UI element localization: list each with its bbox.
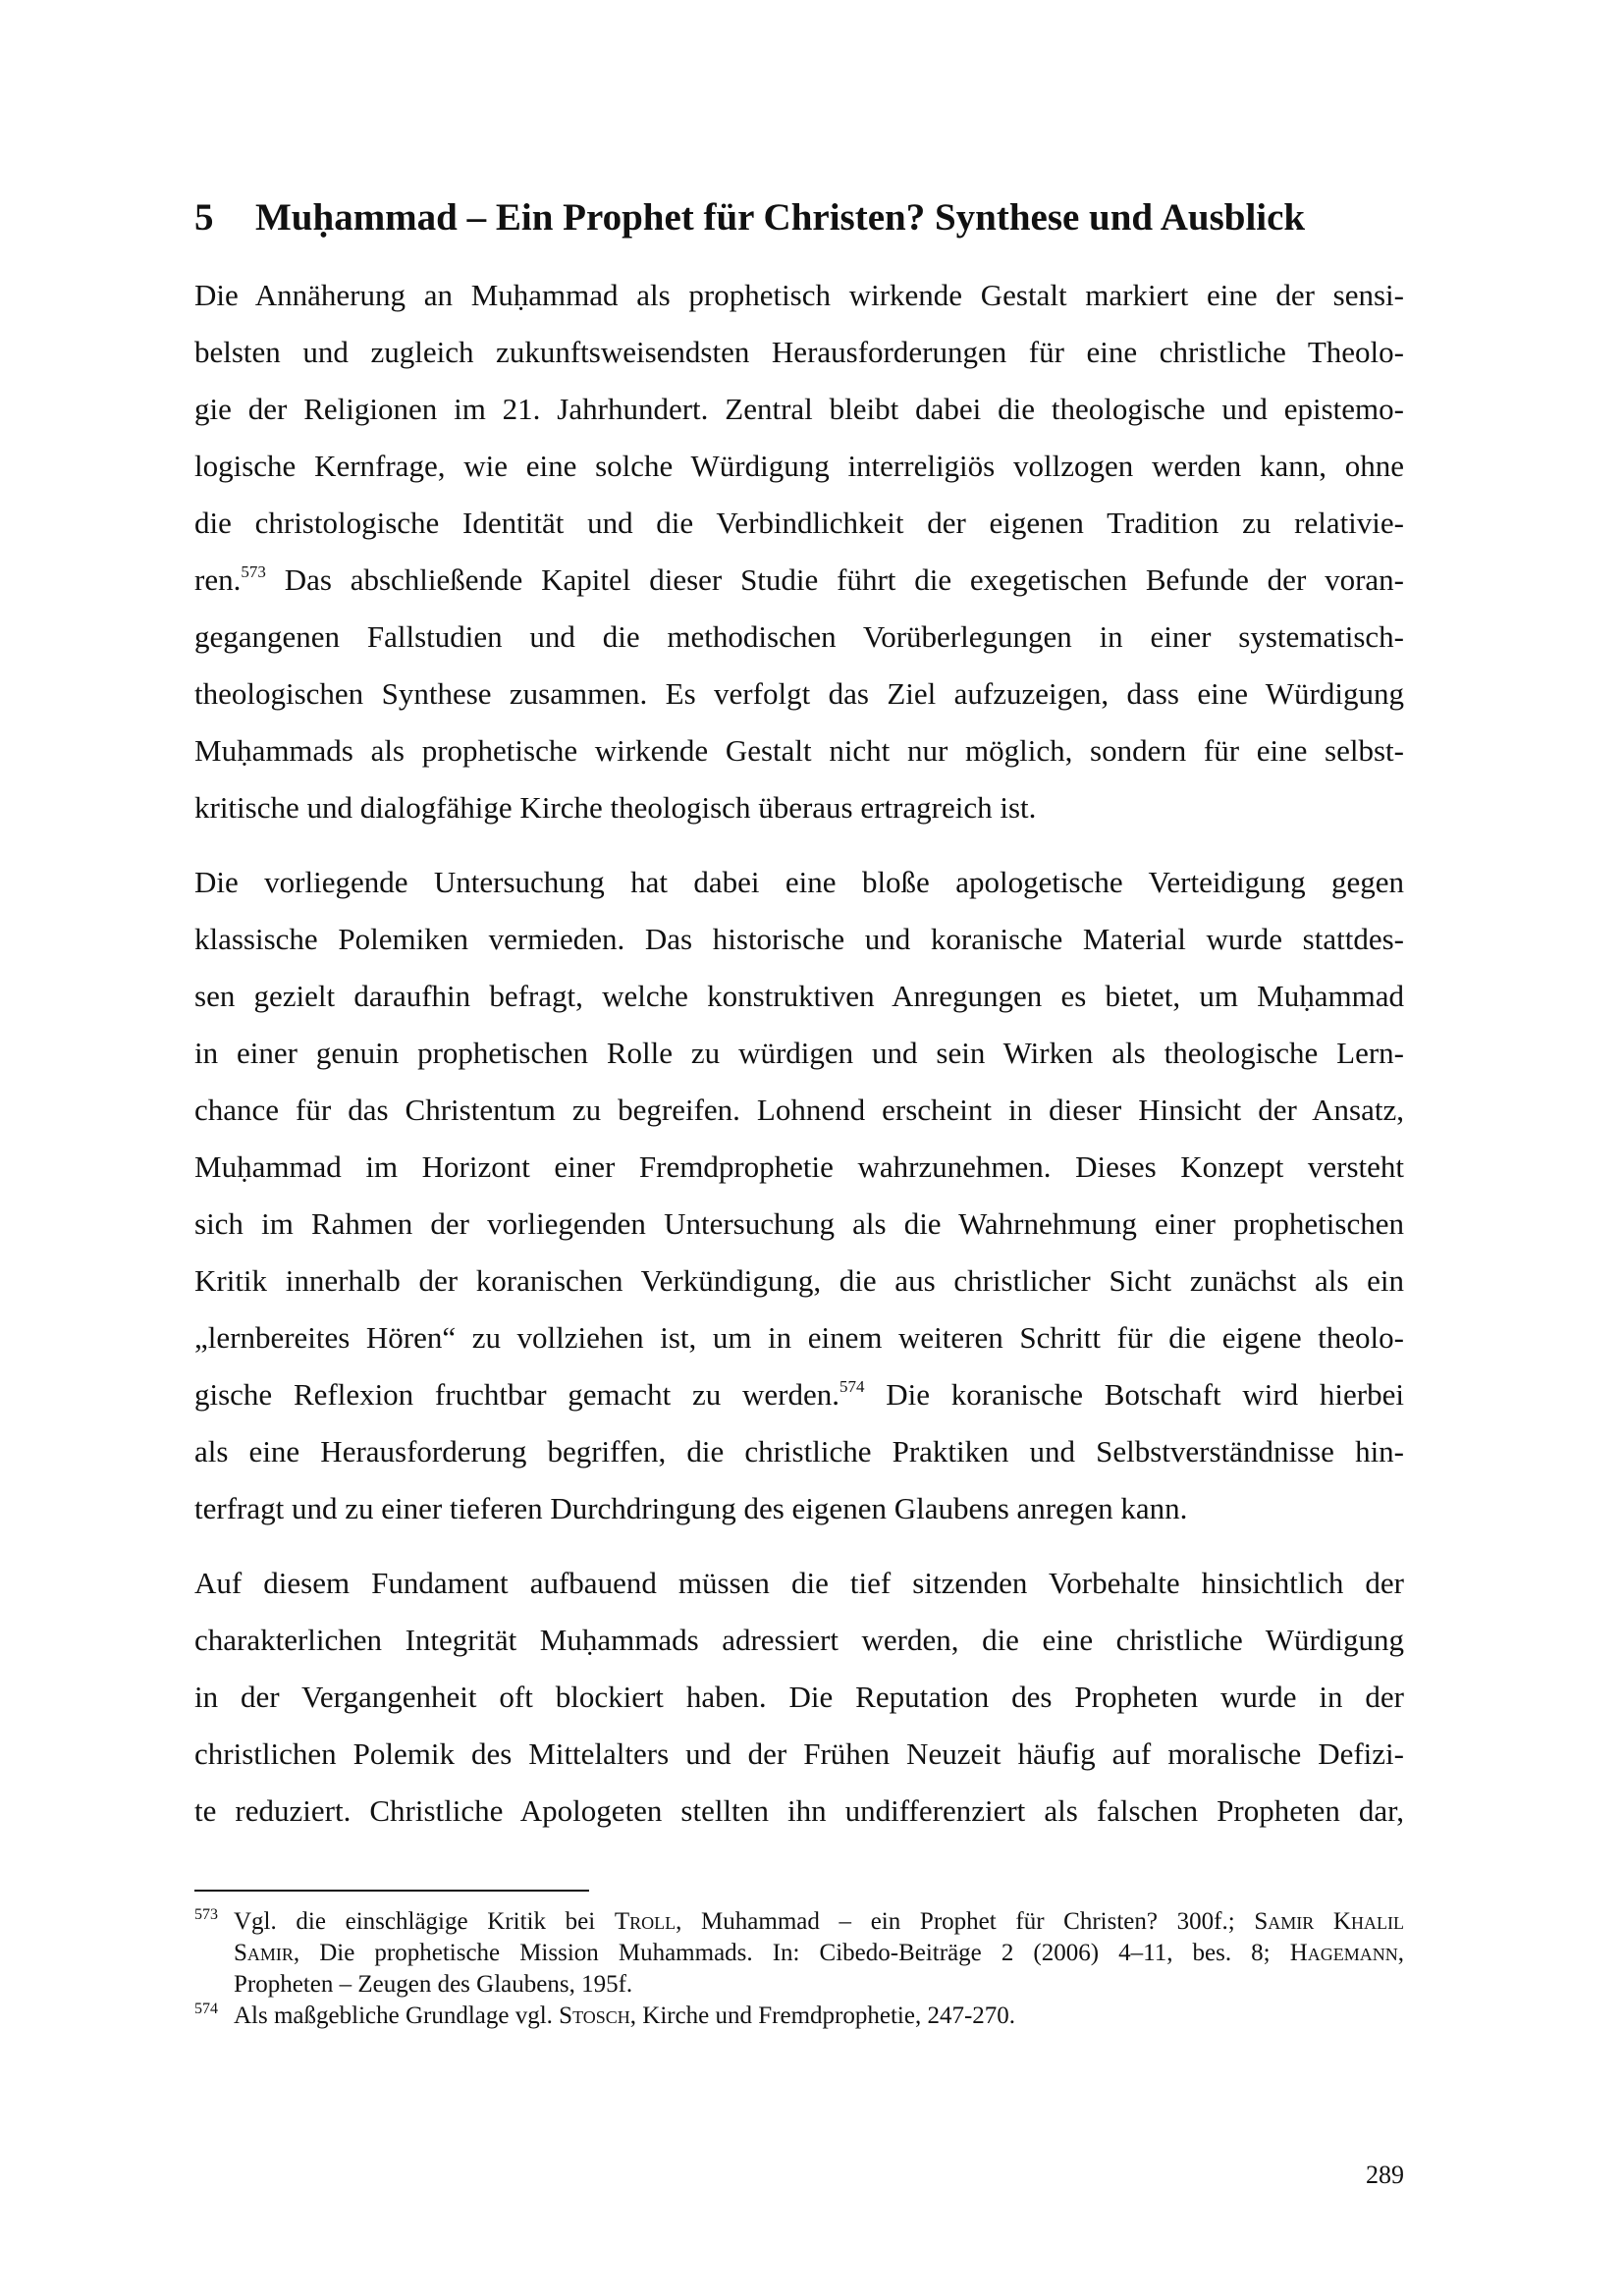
- text-line: sen gezielt daraufhin befragt, welche konstruktiven Anregungen es bietet, um Muḥammad: [194, 979, 1404, 1013]
- text-line: theologischen Synthese zusammen. Es verfolgt das Ziel aufzuzeigen, dass eine Würdigung: [194, 676, 1404, 711]
- text-line: terfragt und zu einer tieferen Durchdringung des eigenen Glaubens anregen kann.: [194, 1491, 1188, 1525]
- text-line: logische Kernfrage, wie eine solche Würdigung interreligiös vollzogen werden kann, ohne: [194, 449, 1404, 483]
- text-line: als eine Herausforderung begriffen, die christliche Praktiken und Selbstverständnisse hin-: [194, 1434, 1404, 1468]
- text-line: „lernbereites Hören“ zu vollziehen ist, um in einem weiteren Schritt für die eigene theolo-: [194, 1320, 1404, 1355]
- footnote-text: , Die prophetische Mission Muhammads. In: Cibedo-Beiträge 2 (2006) 4–11, bes. 8;: [293, 1940, 1290, 1966]
- footnote-text: , Kirche und Fremdprophetie, 247-270.: [629, 2002, 1016, 2029]
- text-line: gegangenen Fallstudien und die methodischen Vorüberlegungen in einer systematisch-: [194, 619, 1404, 654]
- footnote-separator: [194, 1890, 589, 1892]
- footnote-text: Als maßgebliche Grundlage vgl.: [234, 2002, 560, 2029]
- author-name: Hagemann: [1289, 1940, 1398, 1966]
- chapter-title: Muḥammad – Ein Prophet für Christen? Synthese und Ausblick: [255, 196, 1306, 239]
- text-line: chance für das Christentum zu begreifen. Lohnend erscheint in dieser Hinsicht der Ansatz,: [194, 1093, 1404, 1127]
- text-line: Die vorliegende Untersuchung hat dabei eine bloße apologetische Verteidigung gegen: [194, 865, 1404, 899]
- chapter-number: 5: [194, 196, 214, 239]
- text-fragment: Das abschließende Kapitel dieser Studie führt die exegetischen Befunde der voran-: [284, 562, 1404, 597]
- chapter-heading: [194, 192, 1404, 243]
- book-page: [194, 0, 1404, 2296]
- footnote-line: [234, 1938, 1404, 1969]
- author-name: Stosch: [559, 2002, 630, 2029]
- footnote-reference[interactable]: 574: [839, 1377, 865, 1396]
- text-line: belsten und zugleich zukunftsweisendsten Herausforderungen für eine christliche Theolo-: [194, 335, 1404, 369]
- text-line: in einer genuin prophetischen Rolle zu würdigen und sein Wirken als theologische Lern-: [194, 1036, 1404, 1070]
- author-name: Samir Khalil: [1254, 1908, 1404, 1935]
- footnote-text: , Muhammad – ein Prophet für Christen? 300f.;: [676, 1908, 1255, 1935]
- text-line: die christologische Identität und die Verbindlichkeit der eigenen Tradition zu relativie-: [194, 506, 1404, 540]
- text-line: Auf diesem Fundament aufbauend müssen die tief sitzenden Vorbehalte hinsichtlich der: [194, 1566, 1404, 1600]
- text-line: Die Annäherung an Muḥammad als prophetisch wirkende Gestalt markiert eine der sensi-: [194, 278, 1404, 312]
- text-line: charakterlichen Integrität Muḥammads adressiert werden, die eine christliche Würdigung: [194, 1623, 1404, 1657]
- text-fragment: ren.: [194, 562, 242, 597]
- text-fragment: gische Reflexion fruchtbar gemacht zu werden.: [194, 1377, 840, 1412]
- paragraph-3: [194, 1555, 1404, 1840]
- footnote-reference[interactable]: 573: [241, 562, 266, 581]
- author-name: Troll: [614, 1908, 677, 1935]
- footnote-text: Vgl. die einschlägige Kritik bei: [234, 1908, 615, 1935]
- body-text: [194, 267, 1404, 1857]
- text-line: Muḥammad im Horizont einer Fremdprophetie wahrzunehmen. Dieses Konzept versteht: [194, 1149, 1404, 1184]
- footnotes: [194, 1906, 1404, 2032]
- footnote-line: [234, 2001, 1404, 2032]
- text-line: [194, 1366, 1404, 1423]
- paragraph-1: [194, 267, 1404, 836]
- text-fragment: Die koranische Botschaft wird hierbei: [886, 1377, 1404, 1412]
- text-line: sich im Rahmen der vorliegenden Untersuchung als die Wahrnehmung einer prophetischen: [194, 1206, 1404, 1241]
- page-number: 289: [1366, 2161, 1404, 2189]
- footnote-number: 573: [194, 1906, 218, 1923]
- text-line: Kritik innerhalb der koranischen Verkündigung, die aus christlicher Sicht zunächst als ein: [194, 1263, 1404, 1298]
- text-line: gie der Religionen im 21. Jahrhundert. Zentral bleibt dabei die theologische und epistemo-: [194, 392, 1404, 426]
- footnote-line: Propheten – Zeugen des Glaubens, 195f.: [234, 1971, 633, 1998]
- text-line: Muḥammads als prophetische wirkende Gestalt nicht nur möglich, sondern für eine selbst-: [194, 733, 1404, 768]
- footnote-text: ,: [1397, 1940, 1404, 1966]
- paragraph-2: [194, 854, 1404, 1537]
- footnote-number: 574: [194, 2001, 218, 2017]
- text-line: te reduziert. Christliche Apologeten stellten ihn undifferenziert als falschen Propheten dar,: [194, 1793, 1404, 1828]
- author-name: Samir: [234, 1940, 294, 1966]
- text-line: klassische Polemiken vermieden. Das historische und koranische Material wurde stattdes-: [194, 922, 1404, 956]
- text-line: [194, 552, 1404, 609]
- footnote-line: [234, 1906, 1404, 1938]
- footnote-574: [194, 2001, 1404, 2032]
- text-line: kritische und dialogfähige Kirche theologisch überaus ertragreich ist.: [194, 790, 1037, 825]
- text-line: christlichen Polemik des Mittelalters und der Frühen Neuzeit häufig auf moralische Defizi-: [194, 1736, 1404, 1771]
- text-line: in der Vergangenheit oft blockiert haben. Die Reputation des Propheten wurde in der: [194, 1680, 1404, 1714]
- footnote-573: [194, 1906, 1404, 2001]
